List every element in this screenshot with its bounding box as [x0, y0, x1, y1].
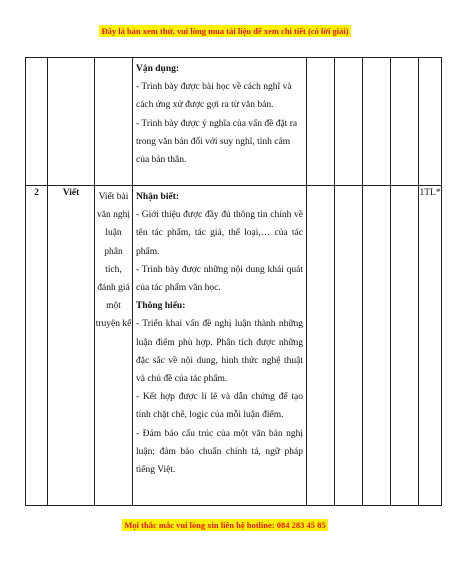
specification-table [25, 57, 442, 506]
table-row [26, 58, 442, 186]
table-cell [335, 58, 363, 186]
table-cell [391, 58, 419, 186]
table-cell [307, 186, 335, 506]
preview-notice-text: Đây là bản xem thử, vui lòng mua tài liệu để xem chi tiết (có lời giải) [101, 26, 349, 36]
table-cell [363, 186, 391, 506]
row-number: 2 [26, 186, 48, 506]
unit-name: Viết bài văn nghị luận phân tích, đánh giá một truyện kể [95, 186, 133, 506]
table-cell [26, 58, 48, 186]
table-cell [95, 58, 133, 186]
requirements-cell [133, 186, 307, 506]
table-cell [391, 186, 419, 506]
level-heading: Nhận biết: [136, 192, 180, 202]
requirement-item: - Trình bày được ý nghĩa của vấn đề đặt ra trong văn bản đối với suy nghĩ, tình cảm của bản thân. [136, 118, 298, 166]
hotline-text: Mọi thắc mắc vui lòng xin liên hệ hotline: 084 283 45 85 [124, 520, 326, 530]
requirement-item: - Đảm bảo cấu trúc của một văn bản nghị luận; đảm bảo chuẩn chính tả, ngữ pháp tiếng Việt. [136, 428, 303, 476]
requirement-item: - Trình bày được bài học về cách nghĩ và cách ứng xử được gợi ra từ văn bản. [136, 82, 292, 111]
question-code: 1TL* [419, 186, 442, 506]
requirement-item: - Kết hợp được lí lẽ và dẫn chứng để tạo tính chặt chẽ, logic của mỗi luận điểm. [136, 392, 303, 421]
hotline-banner [0, 520, 450, 530]
level-heading: Thông hiểu: [136, 301, 186, 312]
table-row [26, 186, 442, 506]
table-cell [335, 186, 363, 506]
preview-notice-banner [0, 26, 450, 36]
requirement-item: - Trình bày được những nội dung khái quát của tác phẩm văn học. [136, 264, 303, 294]
skill-name: Viết [48, 186, 95, 506]
table-cell [363, 58, 391, 186]
level-heading: Vận dụng: [136, 64, 180, 74]
table-cell [419, 58, 442, 186]
table-cell [307, 58, 335, 186]
requirement-item: - Giới thiệu được đầy đủ thông tin chính về tên tác phẩm, tác giả, thể loại,… của tác phẩm. [136, 210, 303, 257]
requirements-cell [133, 58, 307, 186]
requirement-item: - Triển khai vấn đề nghị luận thành những luận điểm phù hợp. Phân tích được những đặc sắc về nội dung, hình thức nghệ thuật và chủ đề của tác phẩm. [136, 319, 303, 385]
table-cell [48, 58, 95, 186]
